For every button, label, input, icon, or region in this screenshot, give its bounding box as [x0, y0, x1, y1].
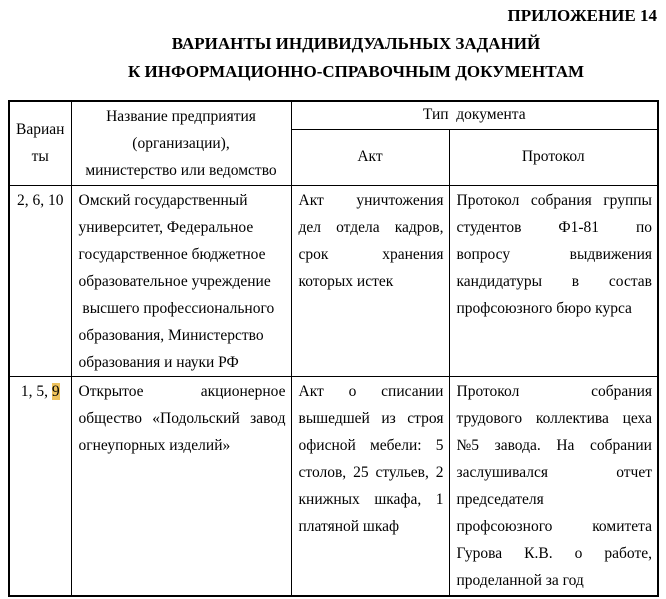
protocol-cell: Протокол собрания трудового коллектива цеха №5 завода. На собрании заслушивался отчет председателя профсоюзного комитета Гурова К.В. о работе, проделанной за год [449, 376, 658, 596]
document-header [55, 2, 657, 86]
table-header-row-top [9, 101, 658, 129]
act-cell: Акт уничтожения дел отдела кадров, срок хранения которых истек [291, 185, 449, 376]
protocol-cell: Протокол собрания группы студентов Ф1-81 по вопросу выдвижения кандидатуры в состав профсоюзного бюро курса [449, 185, 658, 376]
document-title-line1: ВАРИАНТЫ ИНДИВИДУАЛЬНЫХ ЗАДАНИЙ [171, 34, 541, 53]
header-enterprise-name: Название предприятия (организации), министерство или ведомство [71, 101, 291, 185]
document-title-line2: К ИНФОРМАЦИОННО-СПРАВОЧНЫМ ДОКУМЕНТАМ [127, 62, 585, 81]
variants-cell [9, 376, 71, 596]
header-doc-type: Тип документа [291, 101, 658, 129]
variants-value: 2, 6, 10 [17, 191, 64, 209]
header-variants: Вариан ты [9, 101, 71, 185]
header-protocol: Протокол [449, 129, 658, 185]
enterprise-name-cell: Открытое акционерное общество «Подольский завод огнеупорных изделий» [71, 376, 291, 596]
enterprise-name-cell: Омский государственный университет, Федеральное государственное бюджетное образовательное учреждение высшего профессионального образования, Министерство образования и науки РФ [71, 185, 291, 376]
variants-value: 1, 5, [20, 382, 52, 400]
variants-cell [9, 185, 71, 376]
table-row [9, 185, 658, 376]
act-cell: Акт о списании вышедшей из строя офисной мебели: 5 столов, 25 стульев, 2 книжных шкафа, 1 платяной шкаф [291, 376, 449, 596]
variants-highlighted-value: 9 [51, 382, 60, 400]
header-act: Акт [291, 129, 449, 185]
appendix-label: ПРИЛОЖЕНИЕ 14 [507, 6, 657, 25]
assignments-table [8, 100, 659, 597]
table-row [9, 376, 658, 596]
